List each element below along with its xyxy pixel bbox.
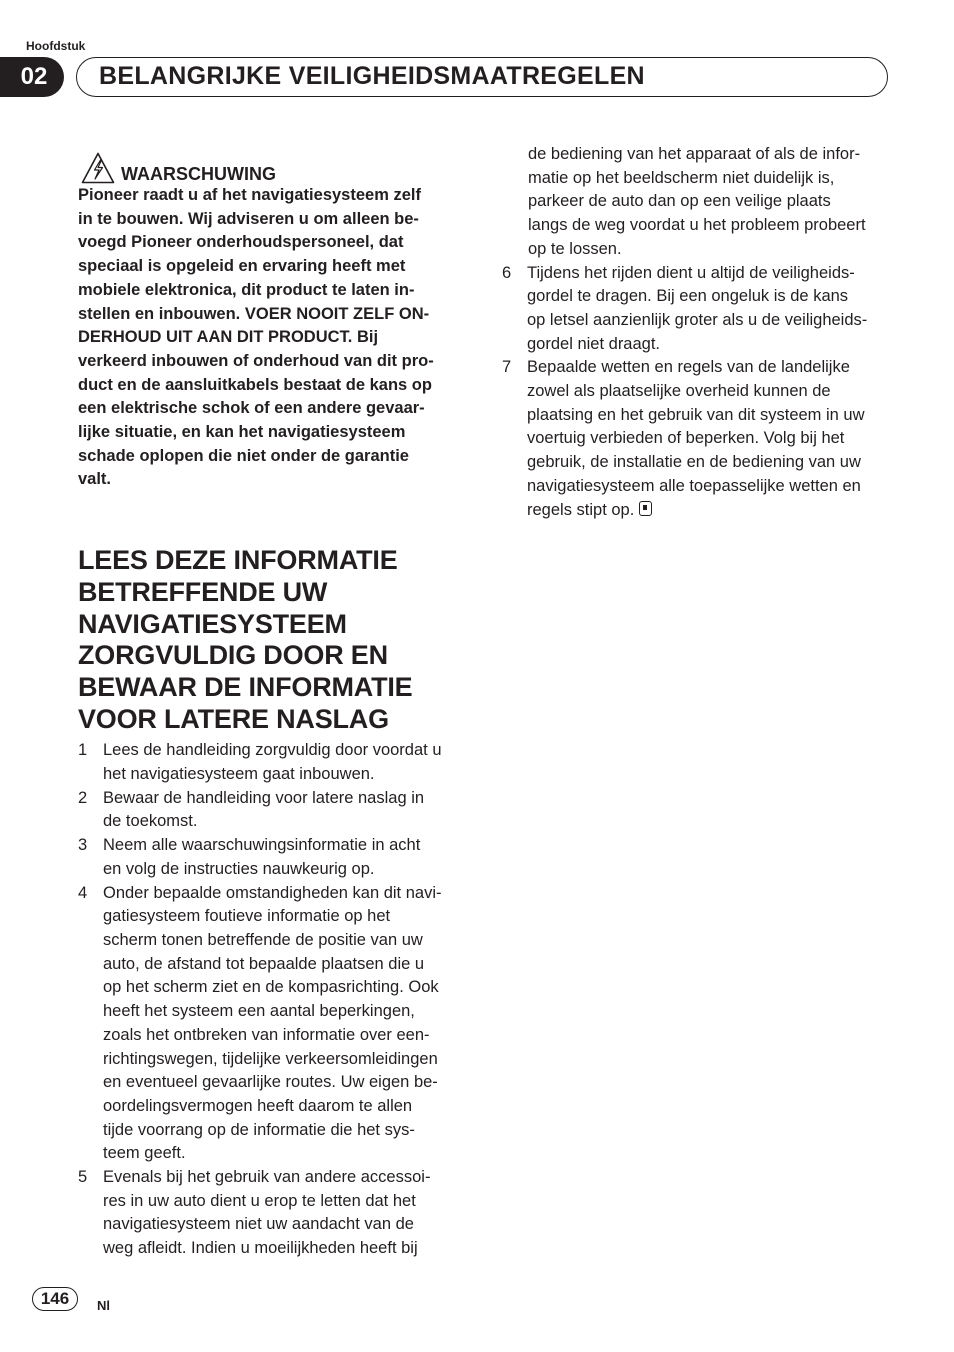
list-item-text [103, 739, 466, 786]
warning-line: verkeerd inbouwen of onderhoud van dit pro- [78, 351, 434, 370]
warning-line: valt. [78, 470, 112, 489]
body-line: gordel niet draagt. [527, 334, 661, 353]
language-code: Nl [97, 1298, 110, 1313]
body-line: Evenals bij het gebruik van andere accessoi- [103, 1168, 431, 1187]
body-line: voertuig verbieden of beperken. Volg bij het [527, 429, 845, 448]
list-item-continuation [502, 143, 894, 262]
body-line: auto, de afstand tot bepaalde plaatsen die u [103, 954, 425, 973]
body-line: zowel als plaatselijke overheid kunnen de [527, 382, 831, 401]
body-line: Onder bepaalde omstandigheden kan dit navi- [103, 883, 442, 902]
body-line: het navigatiesysteem gaat inbouwen. [103, 765, 375, 784]
body-line: op te lossen. [528, 239, 622, 258]
body-line: gordel te dragen. Bij een ongeluk is de kans [527, 287, 849, 306]
warning-line: schade oplopen die niet onder de garantie [78, 446, 409, 465]
chapter-title: BELANGRIJKE VEILIGHEIDSMAATREGELEN [99, 62, 645, 90]
list-item-text [527, 262, 894, 357]
list-item [78, 739, 466, 786]
warning-text [78, 184, 466, 492]
body-line: gebruik, de installatie en de bediening van uw [527, 453, 861, 472]
warning-line: in te bouwen. Wij adviseren u om alleen be- [78, 209, 419, 228]
warning-line: stellen en inbouwen. VOER NOOIT ZELF ON- [78, 304, 430, 323]
body-line: matie op het beeldscherm niet duidelijk is, [528, 168, 835, 187]
list-item-number: 1 [78, 741, 88, 760]
list-item [502, 262, 894, 357]
section-heading-line: ZORGVULDIG DOOR EN [78, 640, 388, 671]
body-line: de bediening van het apparaat of als de infor- [528, 145, 861, 163]
list-item [78, 882, 466, 1166]
body-line: gatiesysteem foutieve informatie op het [103, 907, 391, 926]
list-item [78, 1166, 466, 1261]
list-item-text [103, 1166, 466, 1261]
list-item-number: 4 [78, 883, 88, 902]
body-line: oordelingsvermogen heeft daarom te allen [103, 1096, 413, 1115]
warning-header [78, 148, 466, 184]
left-column [78, 148, 466, 1261]
warning-line: speciaal is opgeleid en ervaring heeft met [78, 257, 406, 276]
warning-block [78, 148, 466, 492]
right-column [502, 143, 894, 522]
body-line: Bewaar de handleiding voor latere naslag in [103, 788, 425, 807]
list-item-number: 7 [502, 358, 512, 377]
list-item-text [527, 356, 894, 522]
body-line-text: regels stipt op. [527, 500, 635, 519]
body-line: parkeer de auto dan op een veilige plaats [528, 192, 831, 211]
body-line: navigatiesysteem niet uw aandacht van de [103, 1215, 414, 1234]
body-line [527, 499, 894, 523]
section-heading-line: NAVIGATIESYSTEEM [78, 608, 347, 639]
section-heading-line: BEWAAR DE INFORMATIE [78, 671, 413, 702]
list-item-text [103, 882, 466, 1166]
body-line: richtingswegen, tijdelijke verkeersomleidingen [103, 1049, 438, 1068]
body-line: scherm tonen betreffende de positie van uw [103, 930, 423, 949]
body-line: zoals het ontbreken van informatie over een- [103, 1025, 430, 1044]
body-line: teem geeft. [103, 1144, 186, 1163]
section-heading-line: VOOR LATERE NASLAG [78, 703, 389, 734]
list-item [502, 356, 894, 522]
list-item-text [103, 834, 466, 881]
warning-line: een elektrische schok of een andere gevaar- [78, 399, 425, 418]
body-line: Neem alle waarschuwingsinformatie in acht [103, 836, 421, 855]
list-item-text [103, 787, 466, 834]
body-line: op het scherm ziet en de kompasrichting. Ook [103, 978, 439, 997]
warning-line: Pioneer raadt u af het navigatiesysteem zelf [78, 186, 421, 204]
warning-line: voegd Pioneer onderhoudspersoneel, dat [78, 233, 404, 252]
body-line: langs de weg voordat u het probleem probeert [528, 216, 866, 235]
end-of-section-icon [639, 501, 652, 516]
section-heading-line: LEES DEZE INFORMATIE [78, 545, 398, 576]
chapter-title-bar [76, 57, 888, 97]
warning-line: duct en de aansluitkabels bestaat de kans op [78, 375, 432, 394]
warning-line: DERHOUD UIT AAN DIT PRODUCT. Bij [78, 328, 379, 347]
warning-title: WAARSCHUWING [121, 164, 276, 184]
body-line: op letsel aanzienlijk groter als u de veiligheids- [527, 310, 868, 329]
body-line: Lees de handleiding zorgvuldig door voordat u [103, 741, 442, 760]
high-voltage-warning-icon [81, 152, 115, 184]
body-line: de toekomst. [103, 812, 198, 831]
body-line: Bepaalde wetten en regels van de landelijke [527, 358, 850, 377]
body-line: weg afleidt. Indien u moeilijkheden heeft bij [103, 1239, 418, 1258]
body-line: plaatsing en het gebruik van dit systeem in uw [527, 405, 865, 424]
body-line: heeft het systeem een aantal beperkingen, [103, 1002, 415, 1021]
list-item [78, 834, 466, 881]
list-item [78, 787, 466, 834]
body-line: navigatiesysteem alle toepasselijke wetten en [527, 476, 861, 495]
warning-line: mobiele elektronica, dit product te laten in- [78, 280, 415, 299]
page-number: 146 [32, 1287, 78, 1311]
body-line: res in uw auto dient u erop te letten dat het [103, 1191, 416, 1210]
list-item-number: 6 [502, 263, 512, 282]
body-line: tijde voorrang op de informatie die het sys- [103, 1120, 415, 1139]
body-line: en eventueel gevaarlijke routes. Uw eigen be- [103, 1073, 438, 1092]
body-line: Tijdens het rijden dient u altijd de veiligheids- [527, 263, 855, 282]
chapter-label: Hoofdstuk [26, 39, 86, 53]
section-heading [78, 545, 466, 735]
list-item-number: 3 [78, 836, 88, 855]
body-line: en volg de instructies nauwkeurig op. [103, 859, 375, 878]
section-heading-line: BETREFFENDE UW [78, 576, 328, 607]
chapter-number-badge: 02 [0, 57, 64, 97]
list-item-number: 2 [78, 788, 88, 807]
list-item-number: 5 [78, 1168, 88, 1187]
warning-line: lijke situatie, en kan het navigatiesysteem [78, 423, 406, 442]
